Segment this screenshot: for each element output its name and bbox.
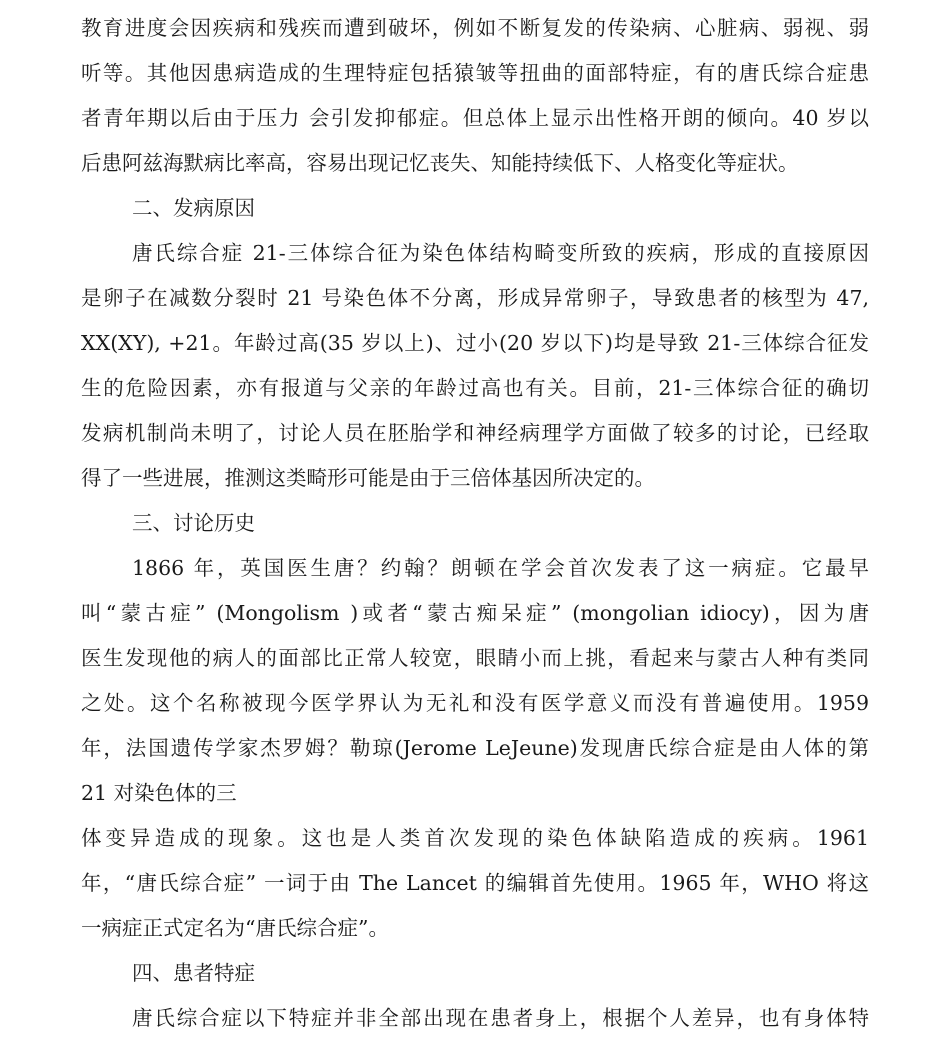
paragraph [81,6,869,186]
text-line: 听等。其他因患病造成的生理特症包括猿皱等扭曲的面部特症，有的唐氏综合症患 [81,61,869,85]
text-line: 医生发现他的病人的面部比正常人较宽，眼睛小而上挑，看起来与蒙古人种有类同 [81,646,869,670]
paragraph [81,996,869,1041]
paragraph [81,816,869,951]
paragraph [81,231,869,501]
text-line: 者青年期以后由于压力 会引发抑郁症。但总体上显示出性格开朗的倾向。40 岁以 [81,106,869,130]
text-line: 是卵子在减数分裂时 21 号染色体不分离，形成异常卵子，导致患者的核型为 47, [81,286,869,310]
section-heading-cause: 二、发病原因 [132,196,255,220]
text-line: 得了一些进展，推测这类畸形可能是由于三倍体基因所决定的。 [81,466,655,490]
text-line: 之处。这个名称被现今医学界认为无礼和没有医学意义而没有普遍使用。1959 [81,691,869,715]
text-line: 1866 年，英国医生唐？约翰？朗顿在学会首次发表了这一病症。它最早 [132,556,869,580]
text-line: 年，“唐氏综合症” 一词于由 The Lancet 的编辑首先使用。1965 年，WHO 将这 [81,871,869,895]
text-line: 21 对染色体的三 [81,781,237,805]
section-heading-history: 三、讨论历史 [132,511,255,535]
text-line: 发病机制尚未明了，讨论人员在胚胎学和神经病理学方面做了较多的讨论，已经取 [81,421,869,445]
text-line: 教育进度会因疾病和残疾而遭到破坏，例如不断复发的传染病、心脏病、弱视、弱 [81,16,869,40]
text-line: 生的危险因素，亦有报道与父亲的年龄过高也有关。目前，21-三体综合征的确切 [81,376,869,400]
section-heading-features: 四、患者特症 [132,961,255,985]
text-line: 体变异造成的现象。这也是人类首次发现的染色体缺陷造成的疾病。1961 [81,826,869,850]
text-line: 年，法国遗传学家杰罗姆？勒琼(Jerome LeJeune)发现唐氏综合症是由人体的第 [81,736,869,760]
text-line: XX(XY), +21。年龄过高(35 岁以上)、过小(20 岁以下)均是导致 21-三体综合征发 [81,331,869,355]
text-line: 后患阿兹海默病比率高，容易出现记忆丧失、知能持续低下、人格变化等症状。 [81,151,799,175]
text-line: 唐氏综合症 21-三体综合征为染色体结构畸变所致的疾病，形成的直接原因 [132,241,869,265]
document-page [81,6,869,1041]
text-line: 唐氏综合症以下特症并非全部出现在患者身上，根据个人差异，也有身体特 [132,1006,869,1030]
text-line: 一病症正式定名为“唐氏综合症”。 [81,916,389,940]
paragraph [81,546,869,816]
text-line: 叫“蒙古症” (Mongolism )或者“蒙古痴呆症” (mongolian idiocy)，因为唐 [81,601,869,625]
